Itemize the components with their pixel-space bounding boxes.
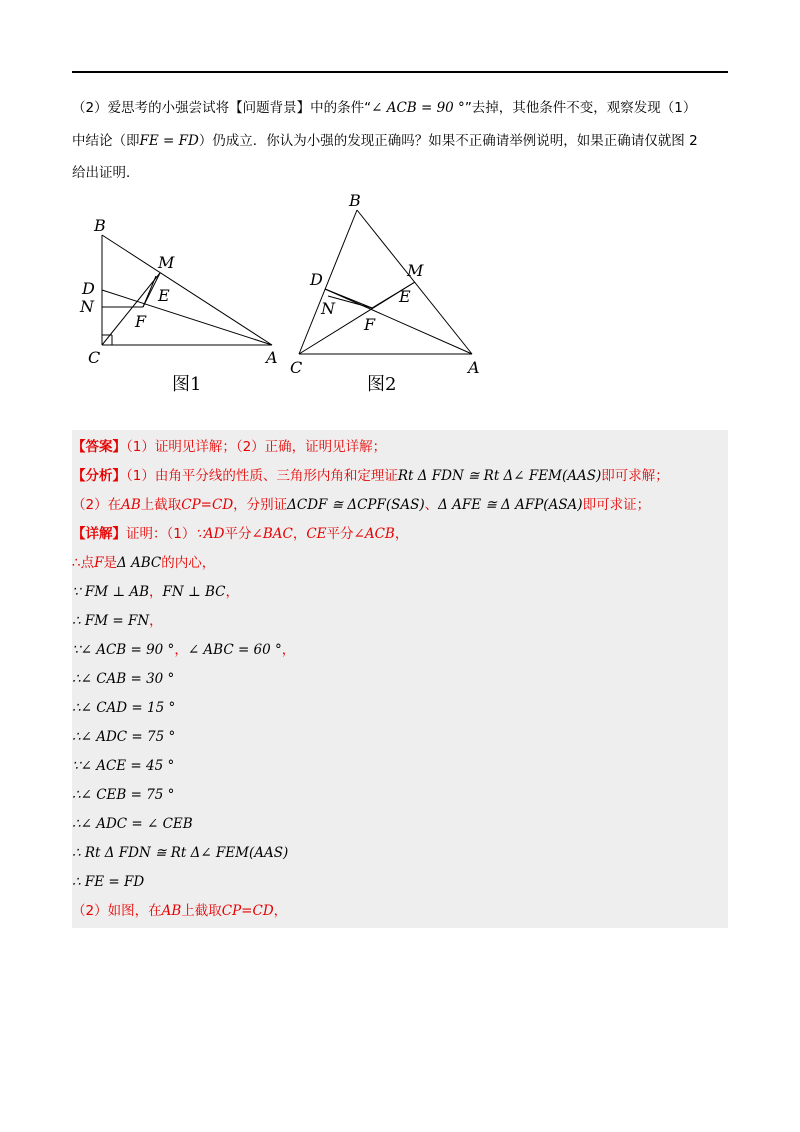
fig2-label-b: B xyxy=(349,191,361,210)
fig1-caption: 图1 xyxy=(172,374,202,395)
detail-line-10: ∴∠ ADC = ∠ CEB xyxy=(72,816,193,832)
fig2-label-n: N xyxy=(321,299,335,318)
answer-line xyxy=(72,438,728,456)
fig1-label-a: A xyxy=(266,348,278,367)
question-text: ）仍成立．你认为小强的发现正确吗？如果不正确请举例说明，如果正确请仅就图 2 xyxy=(198,133,698,149)
question-text: 给出证明． xyxy=(72,165,140,181)
question-text: （2）爱思考的小强尝试将【问题背景】中的条件“ xyxy=(72,100,372,116)
fig2-label-f: F xyxy=(364,315,376,334)
fig1-label-e: E xyxy=(158,286,170,305)
math-fe-fd: FE = FD xyxy=(139,133,199,149)
fig2-caption: 图2 xyxy=(367,374,397,395)
analysis-line-1: 【分析】（1）由角平分线的性质、三角形内角和定理证Rt Δ FDN ≅ Rt Δ∠ FEM(AAS)即可求解； xyxy=(72,468,669,484)
question-line-3 xyxy=(72,164,728,182)
detail-line-8: ∵∠ ACE = 45 ° xyxy=(72,758,175,774)
question-line-1 xyxy=(72,99,728,117)
fig2-label-m: M xyxy=(407,261,424,280)
fig2-label-d: D xyxy=(310,270,323,289)
analysis-tag: 【分析】 xyxy=(72,468,126,484)
detail-line-13: （2）如图，在AB上截取CP=CD， xyxy=(72,903,288,919)
fig1-label-n: N xyxy=(80,297,94,316)
detail-line-12: ∴ FE = FD xyxy=(72,874,145,890)
detail-line-6: ∴∠ CAD = 15 ° xyxy=(72,700,176,716)
question-text: ”去掉，其他条件不变，观察发现（1） xyxy=(464,100,697,116)
math-acb: ∠ ACB = 90 ° xyxy=(371,100,465,116)
detail-line-1: ∴点F是Δ ABC的内心， xyxy=(72,555,216,571)
fig1-label-c: C xyxy=(88,348,101,367)
question-line-2 xyxy=(72,132,728,150)
top-rule xyxy=(72,71,728,73)
detail-line-5: ∴∠ CAB = 30 ° xyxy=(72,671,175,687)
fig2-label-a: A xyxy=(468,358,480,377)
fig1-label-b: B xyxy=(94,216,106,235)
answer-tag: 【答案】 xyxy=(72,439,126,455)
detail-line-11: ∴ Rt Δ FDN ≅ Rt Δ∠ FEM(AAS) xyxy=(72,845,289,861)
detail-line-4: ∵∠ ACB = 90 °，∠ ABC = 60 °， xyxy=(72,642,296,658)
detail-line-0: 【详解】证明：（1）∵AD平分∠BAC，CE平分∠ACB， xyxy=(72,526,409,542)
fig1-label-f: F xyxy=(135,312,147,331)
answer-text: （1）证明见详解；（2）正确，证明见详解； xyxy=(126,439,387,455)
fig1-label-d: D xyxy=(82,279,95,298)
geometry-figures xyxy=(72,190,552,410)
answer-panel xyxy=(72,430,728,928)
figure-1 xyxy=(102,235,272,345)
detail-tag: 【详解】 xyxy=(72,526,126,542)
question-text: 中结论（即 xyxy=(72,133,140,149)
fig2-label-c: C xyxy=(290,358,303,377)
detail-line-7: ∴∠ ADC = 75 ° xyxy=(72,729,176,745)
detail-line-3: ∴ FM = FN， xyxy=(72,613,163,629)
detail-line-9: ∴∠ CEB = 75 ° xyxy=(72,787,175,803)
detail-line-2: ∵ FM ⊥ AB，FN ⊥ BC， xyxy=(72,584,239,600)
fig2-label-e: E xyxy=(399,287,411,306)
figure-2 xyxy=(299,210,472,354)
analysis-line-2: （2）在AB上截取CP=CD，分别证ΔCDF ≅ ΔCPF(SAS)、Δ AFE ≅ Δ AFP(ASA)即可求证； xyxy=(72,497,651,513)
fig1-label-m: M xyxy=(158,253,175,272)
